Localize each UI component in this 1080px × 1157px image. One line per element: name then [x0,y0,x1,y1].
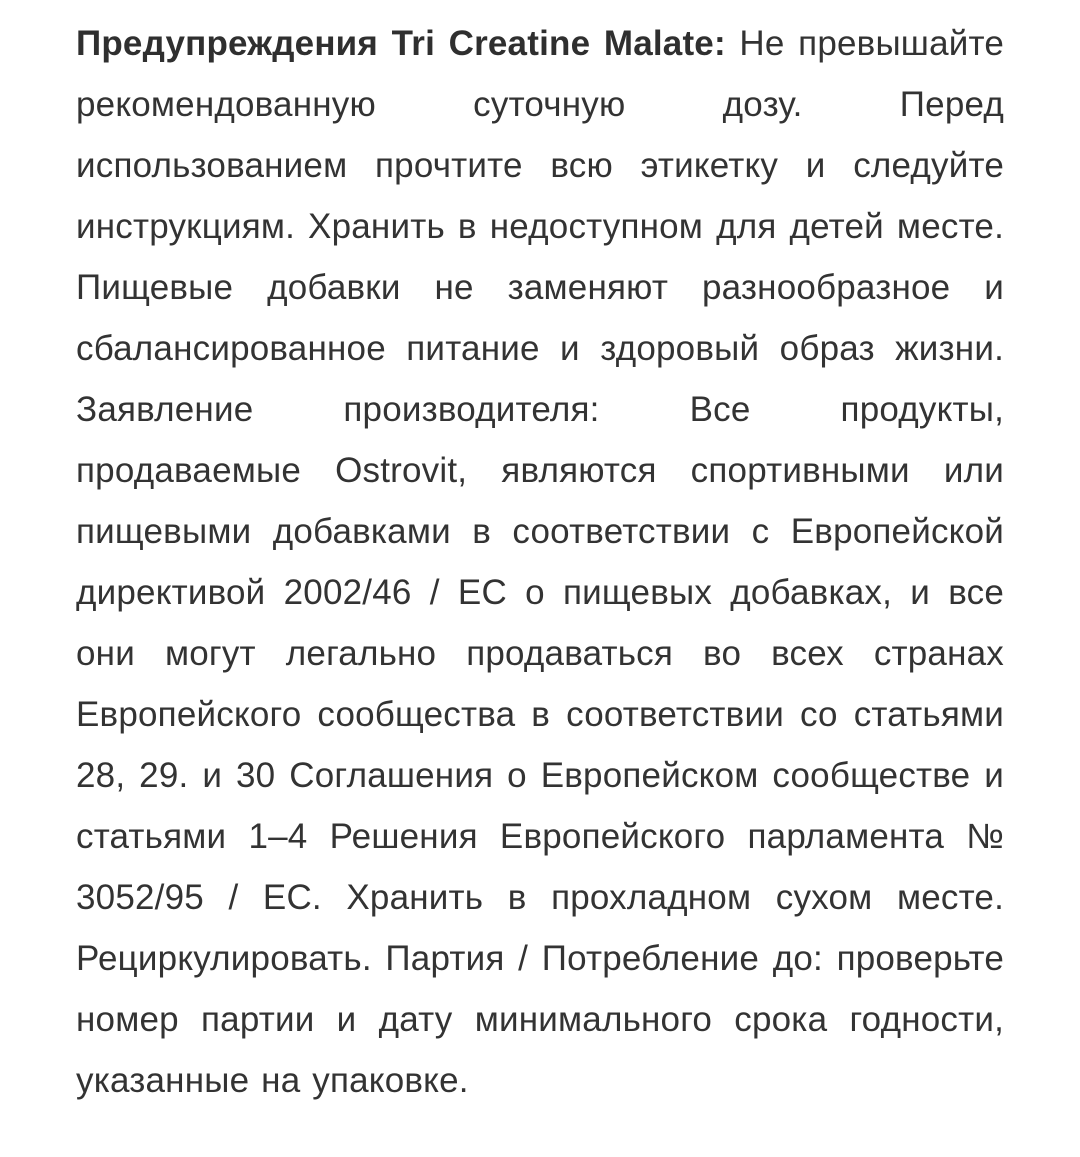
warnings-text: Не превышайте рекомендованную суточную дозу. Перед использованием прочтите всю этикетку и следуйте инструкциям. Хранить в недоступном для детей месте. Пищевые добавки не заменяют разнообразное и сбалансированное питание и здоровый образ жизни. Заявление производителя: Все продукты, продаваемые Ostrovit, являются спортивными или пищевыми добавками в соответствии с Европейской директивой 2002/46 / ЕС о пищевых добавках, и все они могут легально продаваться во всех странах Европейского сообщества в соответствии со статьями 28, 29. и 30 Соглашения о Европейском сообществе и статьями 1–4 Решения Европейского парламента № 3052/95 / ЕС. Хранить в прохладном сухом месте. Рециркулировать. Партия / Потребление до: проверьте номер партии и дату минимального срока годности, указанные на упаковке. [76,24,1004,1100]
warnings-label: Предупреждения Tri Creatine Malate: [76,24,726,63]
warnings-paragraph [76,13,1004,1111]
